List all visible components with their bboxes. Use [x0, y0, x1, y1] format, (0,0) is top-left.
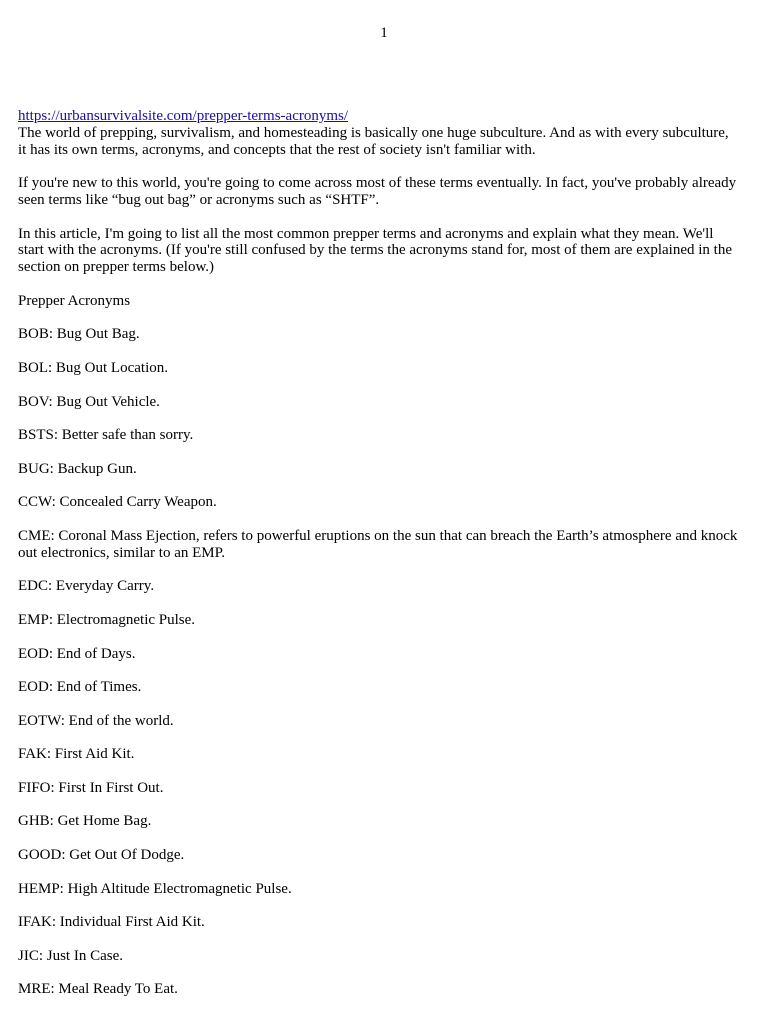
- section-heading: Prepper Acronyms: [18, 292, 131, 309]
- acronym-item: EOTW: End of the world.: [18, 712, 174, 729]
- document-body: [18, 108, 740, 1015]
- intro-paragraph: If you're new to this world, you're going to come across most of these terms eventually. In fact, you've probably already seen terms like “bug out bag” or acronyms such as “SHTF”.: [18, 175, 737, 208]
- acronym-list: [18, 326, 740, 998]
- intro-paragraph: The world of prepping, survivalism, and homesteading is basically one huge subculture. And as with every subculture, it has its own terms, acronyms, and concepts that the rest of society isn't familiar with.: [18, 124, 729, 158]
- acronym-item: BOB: Bug Out Bag.: [18, 326, 140, 343]
- acronym-item: HEMP: High Altitude Electromagnetic Pulse.: [18, 880, 292, 897]
- source-url-link[interactable]: https://urbansurvivalsite.com/prepper-terms-acronyms/: [18, 108, 349, 124]
- acronym-item: IFAK: Individual First Aid Kit.: [18, 914, 205, 931]
- acronym-item: BUG: Backup Gun.: [18, 460, 137, 477]
- acronym-item: BOV: Bug Out Vehicle.: [18, 393, 160, 410]
- intro-paragraph: In this article, I'm going to list all the most common prepper terms and acronyms and explain what they mean. We'll start with the acronyms. (If you're still confused by the terms the acronyms stand for, most of them are explained in the section on prepper terms below.): [18, 225, 732, 276]
- page-number: 1: [380, 25, 388, 41]
- acronym-item: EMP: Electromagnetic Pulse.: [18, 611, 196, 628]
- acronym-item: FIFO: First In First Out.: [18, 779, 164, 796]
- acronym-item: EOD: End of Times.: [18, 679, 142, 696]
- acronym-item: GHB: Get Home Bag.: [18, 813, 152, 830]
- acronym-item: FAK: First Aid Kit.: [18, 746, 135, 763]
- acronym-item: BOL: Bug Out Location.: [18, 359, 168, 376]
- acronym-item: JIC: Just In Case.: [18, 947, 123, 964]
- acronym-item: CME: Coronal Mass Ejection, refers to powerful eruptions on the sun that can breach the Earth’s atmosphere and knock out electronics, similar to an EMP.: [18, 527, 738, 561]
- acronym-item: MRE: Meal Ready To Eat.: [18, 981, 178, 998]
- acronym-item: EOD: End of Days.: [18, 645, 136, 662]
- acronym-item: BSTS: Better safe than sorry.: [18, 427, 194, 444]
- acronym-item: EDC: Everyday Carry.: [18, 578, 155, 595]
- acronym-item: CCW: Concealed Carry Weapon.: [18, 494, 217, 511]
- acronym-item: GOOD: Get Out Of Dodge.: [18, 847, 185, 864]
